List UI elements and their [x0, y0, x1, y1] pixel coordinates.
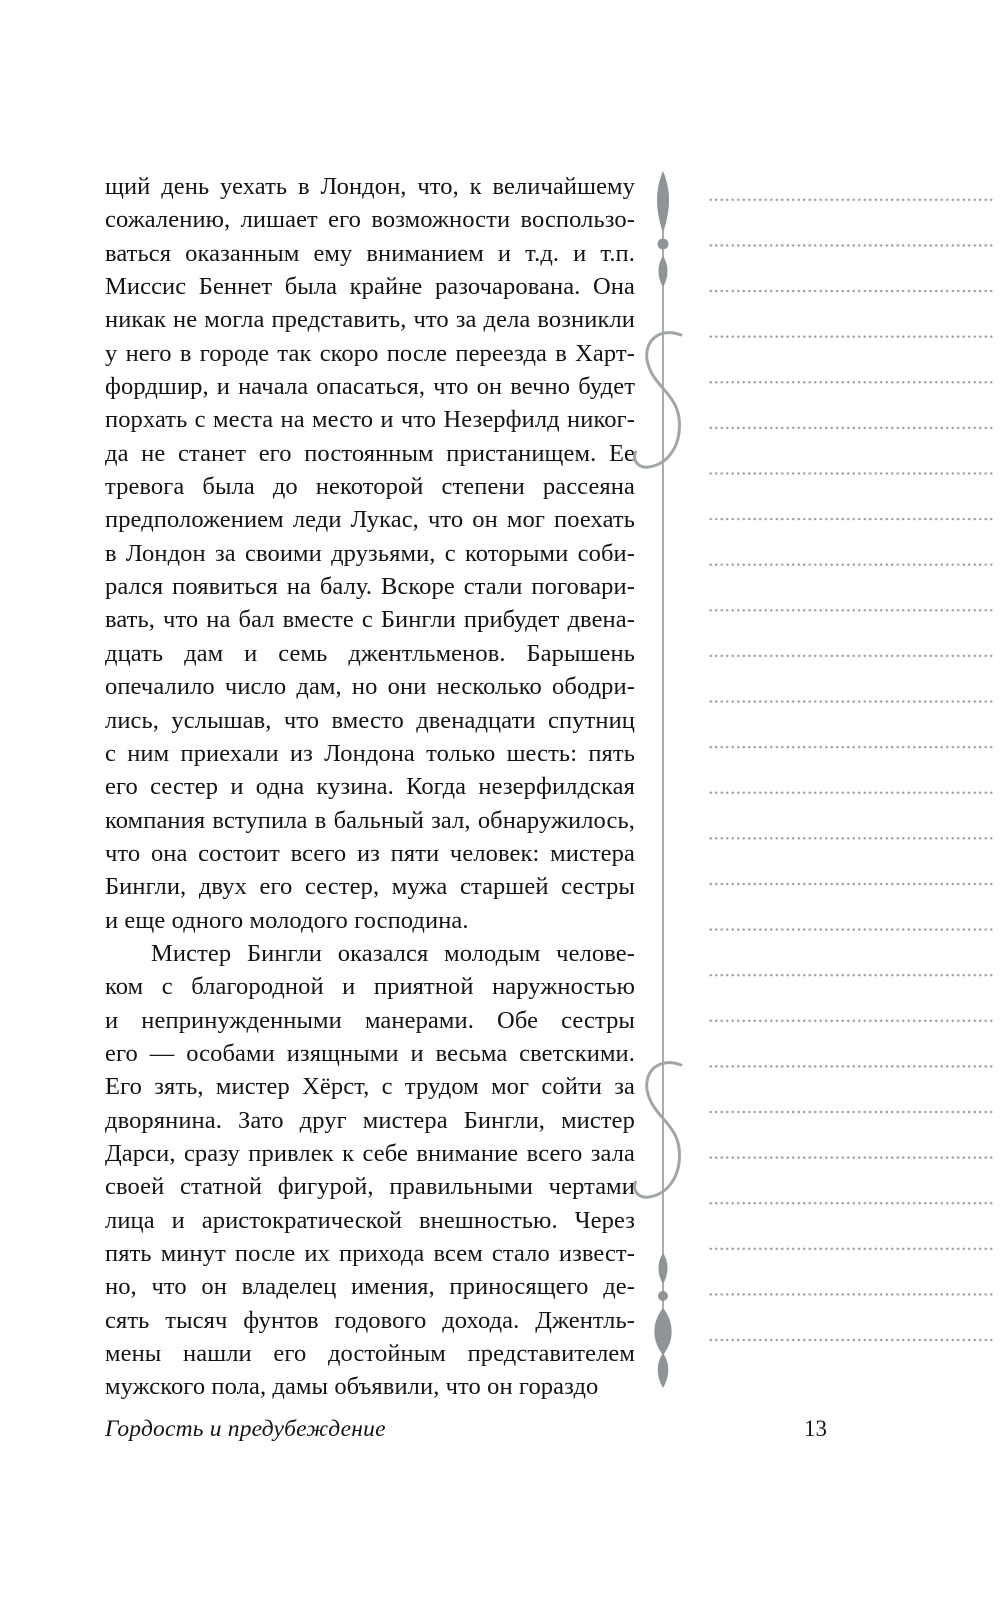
- ornament-flourish-top: [635, 333, 681, 468]
- running-title: Гордость и предубеждение: [105, 1416, 386, 1442]
- page-number: 13: [804, 1416, 827, 1441]
- text-line: лица и аристократической внешностью. Через: [105, 1206, 635, 1234]
- text-line: пять минут после их прихода всем стало извест-: [105, 1240, 635, 1267]
- text-line: предположением леди Лукас, что он мог поехать: [105, 506, 635, 534]
- text-line: и непринужденными манерами. Обе сестры: [105, 1006, 635, 1034]
- text-line: Миссис Беннет была крайне разочарована. Она: [105, 273, 635, 301]
- text-line: сожалению, лишает его возможности воспользо-: [105, 206, 635, 234]
- text-line: у него в городе так скоро после переезда в Харт-: [105, 339, 635, 367]
- text-line: Бингли, двух его сестер, мужа старшей сестры: [105, 873, 635, 901]
- text-line: Мистер Бингли оказался молодым челове-: [151, 939, 635, 967]
- text-line: его — особами изящными и весьма светскими.: [105, 1039, 635, 1067]
- ornament-flourish-bottom: [635, 1063, 681, 1198]
- ornament-divider: [628, 165, 700, 1400]
- text-line: тревога была до некоторой степени рассеяна: [105, 473, 635, 501]
- text-line: дворянина. Зато друг мистера Бингли, мистер: [105, 1106, 635, 1134]
- notes-ruled-lines: [708, 177, 993, 1363]
- text-line: Дарси, сразу привлек к себе внимание всего зала: [105, 1139, 635, 1167]
- text-line: в Лондон за своими друзьями, с которыми соби-: [105, 539, 635, 567]
- text-line: дцать дам и семь джентльменов. Барышень: [105, 639, 635, 667]
- body-text: [105, 170, 635, 1404]
- text-line: компания вступила в бальный зал, обнаружилось,: [105, 806, 635, 834]
- text-line: мены нашли его достойным представителем: [105, 1340, 635, 1368]
- text-line: своей статной фигурой, правильными чертами: [105, 1173, 635, 1201]
- text-line: порхать с места на место и что Незерфилд никог-: [105, 406, 635, 434]
- text-line: мужского пола, дамы объявили, что он гораздо: [105, 1373, 599, 1401]
- text-line: что она состоит всего из пяти человек: мистера: [105, 839, 635, 867]
- page-footer: [105, 1416, 827, 1443]
- text-line: с ним приехали из Лондона только шесть: пять: [105, 739, 635, 767]
- text-line: ком с благородной и приятной наружностью: [105, 973, 635, 1001]
- text-line: лись, услышав, что вместо двенадцати спутниц: [105, 706, 635, 734]
- text-line: сять тысяч фунтов годового дохода. Джентль-: [105, 1306, 635, 1334]
- ornament-top-finial: [657, 171, 669, 287]
- text-line: и еще одного молодого господина.: [105, 906, 469, 934]
- text-line: вать, что на бал вместе с Бингли прибудет двена-: [105, 606, 635, 634]
- ornament-bottom-finial: [654, 1253, 671, 1388]
- text-line: да не станет его постоянным пристанищем. Ее: [105, 439, 635, 467]
- text-line: Его зять, мистер Хёрст, с трудом мог сойти за: [105, 1073, 635, 1101]
- text-line: щий день уехать в Лондон, что, к величайшему: [105, 173, 635, 200]
- text-line: его сестер и одна кузина. Когда незерфилдская: [105, 773, 635, 801]
- text-line: ваться оказанным ему вниманием и т.д. и т.п.: [105, 239, 635, 267]
- text-line: никак не могла представить, что за дела возникли: [105, 306, 635, 334]
- text-line: опечалило число дам, но они несколько ободри-: [105, 673, 635, 701]
- text-line: но, что он владелец имения, приносящего де-: [105, 1273, 635, 1301]
- text-line: фордшир, и начала опасаться, что он вечно будет: [105, 373, 635, 401]
- text-line: рался появиться на балу. Вскоре стали поговари-: [105, 573, 635, 601]
